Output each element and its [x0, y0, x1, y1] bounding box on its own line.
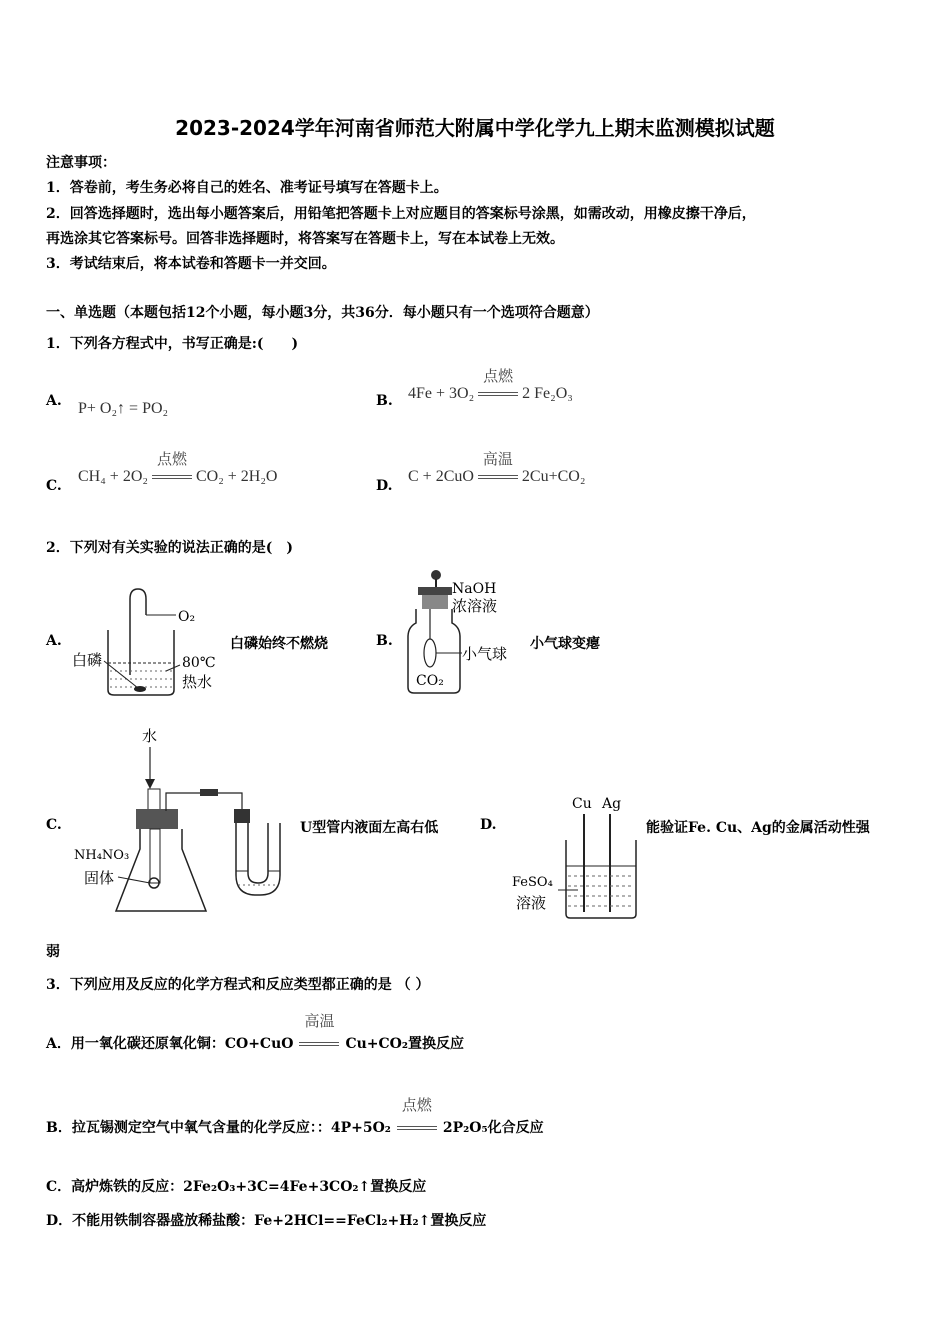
- label-ag: Ag: [602, 796, 622, 812]
- notice-item: 再选涂其它答案标号。回答非选择题时，将答案写在答题卡上，写在本试卷上无效。: [46, 231, 564, 247]
- q2-d-text: 能验证Fe. Cu、Ag的金属活动性强: [646, 820, 870, 836]
- conical-flask: [116, 829, 206, 911]
- label-nh4no3: NH₄NO₃: [74, 848, 130, 863]
- figure-c-flask-utube: [70, 725, 300, 920]
- figure-a-beaker: [68, 585, 228, 700]
- inner-tube: [150, 829, 160, 883]
- q1-option-d-label: D.: [376, 478, 393, 494]
- page-title: 2023-2024学年河南省师范大附属中学化学九上期末监测模拟试题: [175, 116, 775, 140]
- q3-b-post: 2P₂O₅化合反应: [442, 1120, 544, 1136]
- q2-option-d-label: D.: [480, 817, 497, 833]
- q3-option-d: D．不能用铁制容器盛放稀盐酸：Fe+2HCl==FeCl₂+H₂↑置换反应: [46, 1213, 487, 1229]
- pointer-line: [104, 661, 138, 688]
- label-balloon: 小气球: [462, 645, 508, 663]
- q1-stem: 1．下列各方程式中，书写正确是:( ): [46, 336, 299, 352]
- arrow-head: [145, 779, 155, 789]
- q1-c-reactants: CH₄ + 2O₂: [78, 468, 148, 485]
- double-line: [299, 1042, 339, 1046]
- label-o2: O₂: [178, 609, 196, 625]
- label-phosphorus: 白磷: [72, 651, 103, 669]
- q2-stem: 2．下列对有关实验的说法正确的是( ): [46, 540, 293, 556]
- q1-option-c-label: C.: [46, 478, 62, 494]
- label-hot-water: 热水: [182, 673, 213, 691]
- q2-c-text: U型管内液面左高右低: [300, 820, 439, 836]
- label-water: 水: [142, 727, 158, 745]
- stopper: [422, 595, 448, 609]
- stopper-top: [418, 587, 452, 595]
- label-solid: 固体: [84, 869, 115, 887]
- q1-option-b-equation: [408, 367, 573, 403]
- q1-option-a-label: A.: [46, 393, 62, 409]
- q2-option-a-label: A.: [46, 633, 62, 649]
- q1-c-products: CO₂ + 2H₂O: [195, 468, 278, 485]
- balloon: [424, 639, 436, 667]
- q3-option-a: [46, 1012, 464, 1053]
- figure-d-beaker: [508, 790, 648, 922]
- pointer-line: [118, 877, 150, 883]
- q1-b-reactants: 4Fe + 3O₂: [408, 385, 475, 402]
- reaction-condition: [478, 367, 518, 403]
- q2-d-text-wrap: 弱: [46, 944, 60, 960]
- figure-b-flask: [398, 563, 528, 698]
- u-tube-inner: [248, 823, 268, 883]
- q1-option-b-label: B.: [376, 393, 393, 409]
- q1-option-d-equation: [408, 450, 586, 486]
- q1-option-c-equation: [78, 450, 278, 486]
- q2-option-c-label: C.: [46, 817, 62, 833]
- dropper-bulb: [431, 570, 441, 580]
- condition-text: 点燃: [156, 450, 187, 468]
- q1-d-reactants: C + 2CuO: [408, 468, 474, 485]
- q2-b-text: 小气球变瘪: [530, 636, 600, 652]
- double-line: [397, 1126, 437, 1130]
- double-line: [152, 475, 192, 479]
- pointer-line: [166, 665, 180, 671]
- q1-b-products: 2 Fe₂O₃: [522, 385, 573, 402]
- reaction-condition: [397, 1096, 437, 1136]
- label-feso4: FeSO₄: [512, 875, 553, 890]
- label-cu: Cu: [572, 796, 592, 812]
- stopper: [136, 809, 178, 829]
- reaction-condition: [299, 1012, 339, 1052]
- q1-option-a-equation: P+ O₂↑ = PO₂: [78, 400, 169, 417]
- condition-text: 高温: [482, 450, 513, 468]
- tube-joint: [200, 789, 218, 796]
- q2-option-b-label: B.: [376, 633, 393, 649]
- label-naoh: NaOH: [452, 581, 497, 597]
- notice-heading: 注意事项：: [46, 155, 116, 171]
- condition-text: 高温: [304, 1012, 335, 1030]
- phosphorus-piece: [134, 686, 146, 692]
- q3-a-pre: A．用一氧化碳还原氧化铜：CO+CuO: [46, 1036, 294, 1052]
- section-heading: 一、单选题（本题包括12个小题，每小题3分，共36分．每小题只有一个选项符合题意）: [46, 305, 599, 321]
- tube: [130, 589, 146, 675]
- label-solution: 溶液: [516, 894, 547, 912]
- q3-stem: 3．下列应用及反应的化学方程式和反应类型都正确的是 （ ）: [46, 977, 430, 993]
- label-co2: CO₂: [416, 673, 444, 689]
- q3-option-b: [46, 1096, 544, 1137]
- q3-a-post: Cu+CO₂置换反应: [345, 1036, 464, 1052]
- reaction-condition: [478, 450, 518, 486]
- q3-option-c: C．高炉炼铁的反应：2Fe₂O₃+3C=4Fe+3CO₂↑置换反应: [46, 1179, 427, 1195]
- label-concentrated: 浓溶液: [452, 597, 498, 615]
- reaction-condition: [152, 450, 192, 486]
- notice-item: 1．答卷前，考生务必将自己的姓名、准考证号填写在答题卡上。: [46, 180, 448, 196]
- label-temperature: 80℃: [182, 655, 216, 671]
- q3-b-pre: B．拉瓦锡测定空气中氧气含量的化学反应：：4P+5O₂: [46, 1120, 391, 1136]
- condition-text: 点燃: [483, 367, 514, 385]
- notice-item: 2．回答选择题时，选出每小题答案后，用铅笔把答题卡上对应题目的答案标号涂黑，如需改动，用橡皮擦干净后，: [46, 206, 756, 222]
- double-line: [478, 392, 518, 396]
- double-line: [478, 475, 518, 479]
- u-tube-outer: [236, 823, 280, 895]
- q1-d-products: 2Cu+CO₂: [521, 468, 586, 485]
- condition-text: 点燃: [401, 1096, 432, 1114]
- q2-a-text: 白磷始终不燃烧: [230, 636, 328, 652]
- notice-item: 3．考试结束后，将本试卷和答题卡一并交回。: [46, 256, 336, 272]
- utube-stopper: [234, 809, 250, 823]
